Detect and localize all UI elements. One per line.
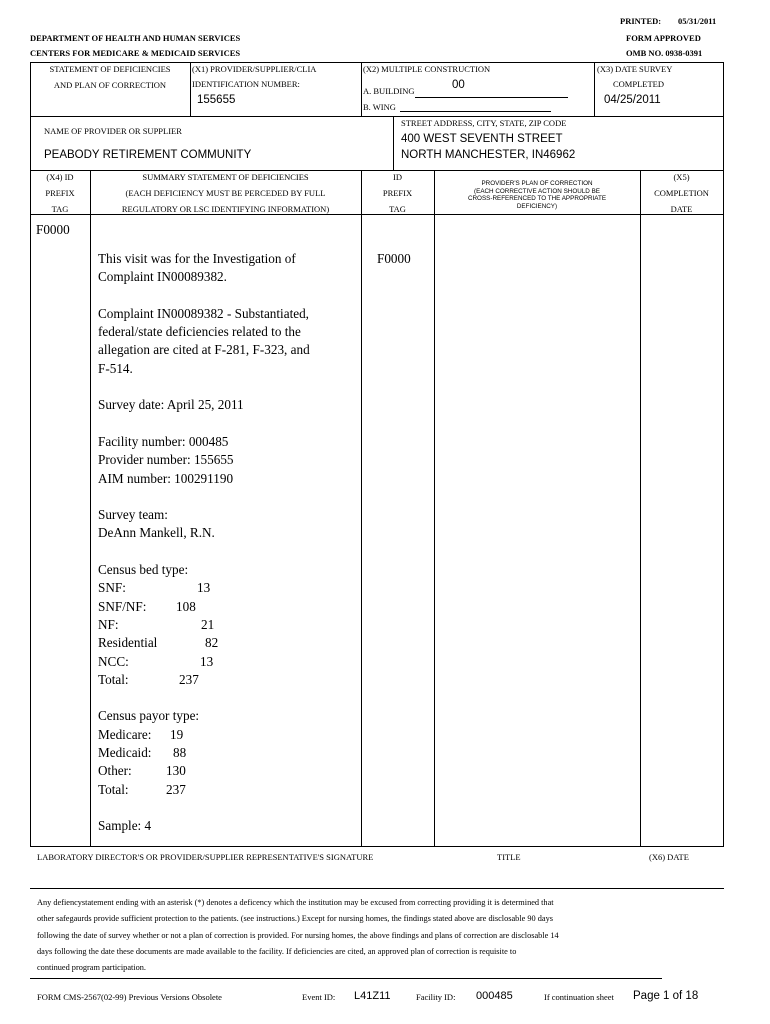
census-row-value: 108 bbox=[176, 598, 196, 614]
page-number: Page 1 of 18 bbox=[633, 990, 699, 1002]
payor-row-label: Medicare: bbox=[98, 726, 152, 742]
cms-title: CENTERS FOR MEDICARE & MEDICAID SERVICES bbox=[30, 48, 241, 58]
statement-label: STATEMENT OF DEFICIENCIES bbox=[49, 64, 171, 74]
continuation-label: If continuation sheet bbox=[544, 992, 614, 1002]
payor-row-value: 237 bbox=[166, 781, 186, 797]
payor-row bbox=[98, 744, 310, 762]
rule bbox=[594, 62, 595, 116]
form-number: FORM CMS-2567(02-99) Previous Versions Obsolete bbox=[37, 992, 222, 1002]
facility-number-line: Facility number: 000485 bbox=[98, 433, 229, 449]
completed-label: COMPLETED bbox=[613, 79, 664, 89]
provider-name-label: NAME OF PROVIDER OR SUPPLIER bbox=[44, 126, 182, 136]
payor-row-value: 19 bbox=[170, 726, 184, 742]
id-label: ID bbox=[393, 172, 402, 182]
wing-label: B. WING bbox=[363, 102, 396, 112]
census-row-label: Residential bbox=[98, 635, 158, 651]
survey-date-line: Survey date: April 25, 2011 bbox=[98, 397, 244, 413]
findings-line: F-514. bbox=[98, 360, 133, 376]
date-label: DATE bbox=[670, 204, 693, 214]
deficiency-tag-right: F0000 bbox=[377, 251, 411, 266]
notice-line: continued program participation. bbox=[37, 963, 146, 973]
census-row-label: NCC: bbox=[98, 653, 129, 669]
rule bbox=[434, 170, 435, 846]
rule bbox=[30, 846, 724, 847]
x1-id-label: IDENTIFICATION NUMBER: bbox=[192, 79, 300, 89]
rule bbox=[30, 214, 724, 215]
facility-id-label: Facility ID: bbox=[416, 992, 456, 1002]
omb-number: OMB NO. 0938-0391 bbox=[626, 48, 703, 58]
wing-underline bbox=[400, 111, 551, 112]
census-row-label: SNF: bbox=[98, 580, 126, 596]
census-row-value: 237 bbox=[179, 671, 199, 687]
x4-prefix-label: PREFIX bbox=[45, 188, 75, 198]
census-row bbox=[98, 616, 310, 634]
printed-label: PRINTED: bbox=[620, 16, 662, 26]
building-underline bbox=[415, 97, 568, 98]
findings-line: Complaint IN00089382 - Substantiated, bbox=[98, 305, 309, 321]
event-id-label: Event ID: bbox=[302, 992, 336, 1002]
census-row bbox=[98, 653, 310, 671]
summary-subheader-2: REGULATORY OR LSC IDENTIFYING INFORMATION) bbox=[121, 204, 330, 214]
census-row-label: NF: bbox=[98, 616, 119, 632]
census-row-label: Total: bbox=[98, 671, 129, 687]
title-label: TITLE bbox=[497, 852, 521, 862]
findings-line: federal/state deficiencies related to the bbox=[98, 324, 301, 340]
rule bbox=[30, 170, 724, 171]
event-id-value: L41Z11 bbox=[354, 990, 391, 1002]
survey-date-value: 04/25/2011 bbox=[604, 94, 661, 106]
provider-number-line: Provider number: 155655 bbox=[98, 452, 234, 468]
id-tag-label: TAG bbox=[389, 204, 406, 214]
summary-header: SUMMARY STATEMENT OF DEFICIENCIES bbox=[142, 172, 309, 182]
address-line-1: 400 WEST SEVENTH STREET bbox=[401, 133, 563, 145]
aim-number-line: AIM number: 100291190 bbox=[98, 470, 234, 486]
census-row bbox=[98, 598, 310, 616]
notice-line: Any defiencystatement ending with an asterisk (*) denotes a deficency which the institution may be excused from correcting providing it is determined that bbox=[37, 898, 554, 907]
building-value: 00 bbox=[452, 79, 465, 91]
survey-team-member: DeAnn Mankell, R.N. bbox=[98, 525, 215, 541]
census-payor-label: Census payor type: bbox=[98, 708, 200, 724]
census-row-label: SNF/NF: bbox=[98, 598, 147, 614]
form-approved: FORM APPROVED bbox=[626, 33, 701, 43]
provider-id-number: 155655 bbox=[197, 94, 236, 106]
census-row-value: 13 bbox=[197, 580, 211, 596]
x4-id-label: (X4) ID bbox=[46, 172, 74, 182]
x4-tag-label: TAG bbox=[51, 204, 69, 214]
census-bed-label: Census bed type: bbox=[98, 562, 189, 578]
rule bbox=[393, 116, 394, 170]
rule bbox=[30, 978, 662, 979]
census-row bbox=[98, 671, 310, 689]
census-row-value: 21 bbox=[201, 616, 215, 632]
plan-subheader-3: DEFICIENCY) bbox=[516, 202, 558, 210]
rule bbox=[90, 170, 91, 846]
address-line-2: NORTH MANCHESTER, IN46962 bbox=[401, 149, 576, 161]
x2-label: (X2) MULTIPLE CONSTRUCTION bbox=[363, 64, 491, 74]
census-row-value: 13 bbox=[200, 653, 214, 669]
completion-label: COMPLETION bbox=[654, 188, 709, 198]
x1-label: (X1) PROVIDER/SUPPLIER/CLIA bbox=[192, 64, 317, 74]
rule bbox=[190, 62, 191, 116]
x3-label: (X3) DATE SURVEY bbox=[597, 64, 673, 74]
signature-label: LABORATORY DIRECTOR'S OR PROVIDER/SUPPLIER REPRESENTATIVE'S SIGNATURE bbox=[37, 852, 374, 862]
facility-id-value: 000485 bbox=[476, 990, 513, 1002]
address-label: STREET ADDRESS, CITY, STATE, ZIP CODE bbox=[401, 118, 567, 128]
payor-row-value: 130 bbox=[166, 763, 186, 779]
plan-label: AND PLAN OF CORRECTION bbox=[53, 80, 167, 90]
rule bbox=[361, 62, 362, 116]
findings-line: allegation are cited at F-281, F-323, and bbox=[98, 342, 310, 358]
rule bbox=[640, 170, 641, 846]
x6-date-label: (X6) DATE bbox=[649, 852, 689, 862]
rule bbox=[723, 62, 724, 846]
provider-name-value: PEABODY RETIREMENT COMMUNITY bbox=[44, 149, 252, 161]
census-row bbox=[98, 634, 310, 652]
rule bbox=[30, 116, 724, 117]
census-row bbox=[98, 579, 310, 597]
findings-text bbox=[98, 250, 310, 836]
x5-label: (X5) bbox=[673, 172, 690, 182]
payor-row bbox=[98, 726, 310, 744]
deficiency-tag-left: F0000 bbox=[36, 222, 70, 237]
plan-subheader: (EACH CORRECTIVE ACTION SHOULD BE bbox=[474, 187, 600, 195]
rule bbox=[361, 170, 362, 846]
sample-line: Sample: 4 bbox=[98, 818, 152, 834]
rule bbox=[30, 62, 724, 63]
payor-row-label: Total: bbox=[98, 781, 129, 797]
plan-header: PROVIDER'S PLAN OF CORRECTION bbox=[481, 180, 593, 187]
findings-line: Complaint IN00089382. bbox=[98, 269, 227, 285]
payor-row-label: Medicaid: bbox=[98, 745, 152, 761]
findings-line: This visit was for the Investigation of bbox=[98, 251, 296, 266]
payor-row bbox=[98, 762, 310, 780]
summary-subheader: (EACH DEFICIENCY MUST BE PERCEDED BY FULL bbox=[125, 188, 326, 198]
building-label: A. BUILDING bbox=[363, 86, 415, 96]
census-row-value: 82 bbox=[205, 635, 219, 651]
notice-line: following the date of survey whether or not a plan of correction is provided. For nursing homes, the above findings and plans of correction are disclosable 14 bbox=[37, 930, 559, 940]
plan-subheader-2: CROSS-REFERENCED TO THE APPROPRIATE bbox=[467, 195, 607, 202]
department-title: DEPARTMENT OF HEALTH AND HUMAN SERVICES bbox=[30, 33, 241, 43]
rule bbox=[30, 888, 724, 889]
disclosure-notice bbox=[37, 895, 559, 976]
notice-line: other safegaurds provide sufficient protection to the patients. (see instructions.) Except for nursing homes, the findings stated above are disclosable 90 days bbox=[37, 914, 553, 924]
payor-row bbox=[98, 781, 310, 799]
printed-date: 05/31/2011 bbox=[678, 16, 717, 26]
payor-row-value: 88 bbox=[173, 745, 187, 761]
notice-line: days following the date these documents are made available to the facility. If deficiencies are cited, an approved plan of correction is requisite to bbox=[37, 946, 517, 956]
survey-team-label: Survey team: bbox=[98, 507, 168, 523]
id-prefix-label: PREFIX bbox=[382, 188, 413, 198]
payor-row-label: Other: bbox=[98, 763, 132, 779]
